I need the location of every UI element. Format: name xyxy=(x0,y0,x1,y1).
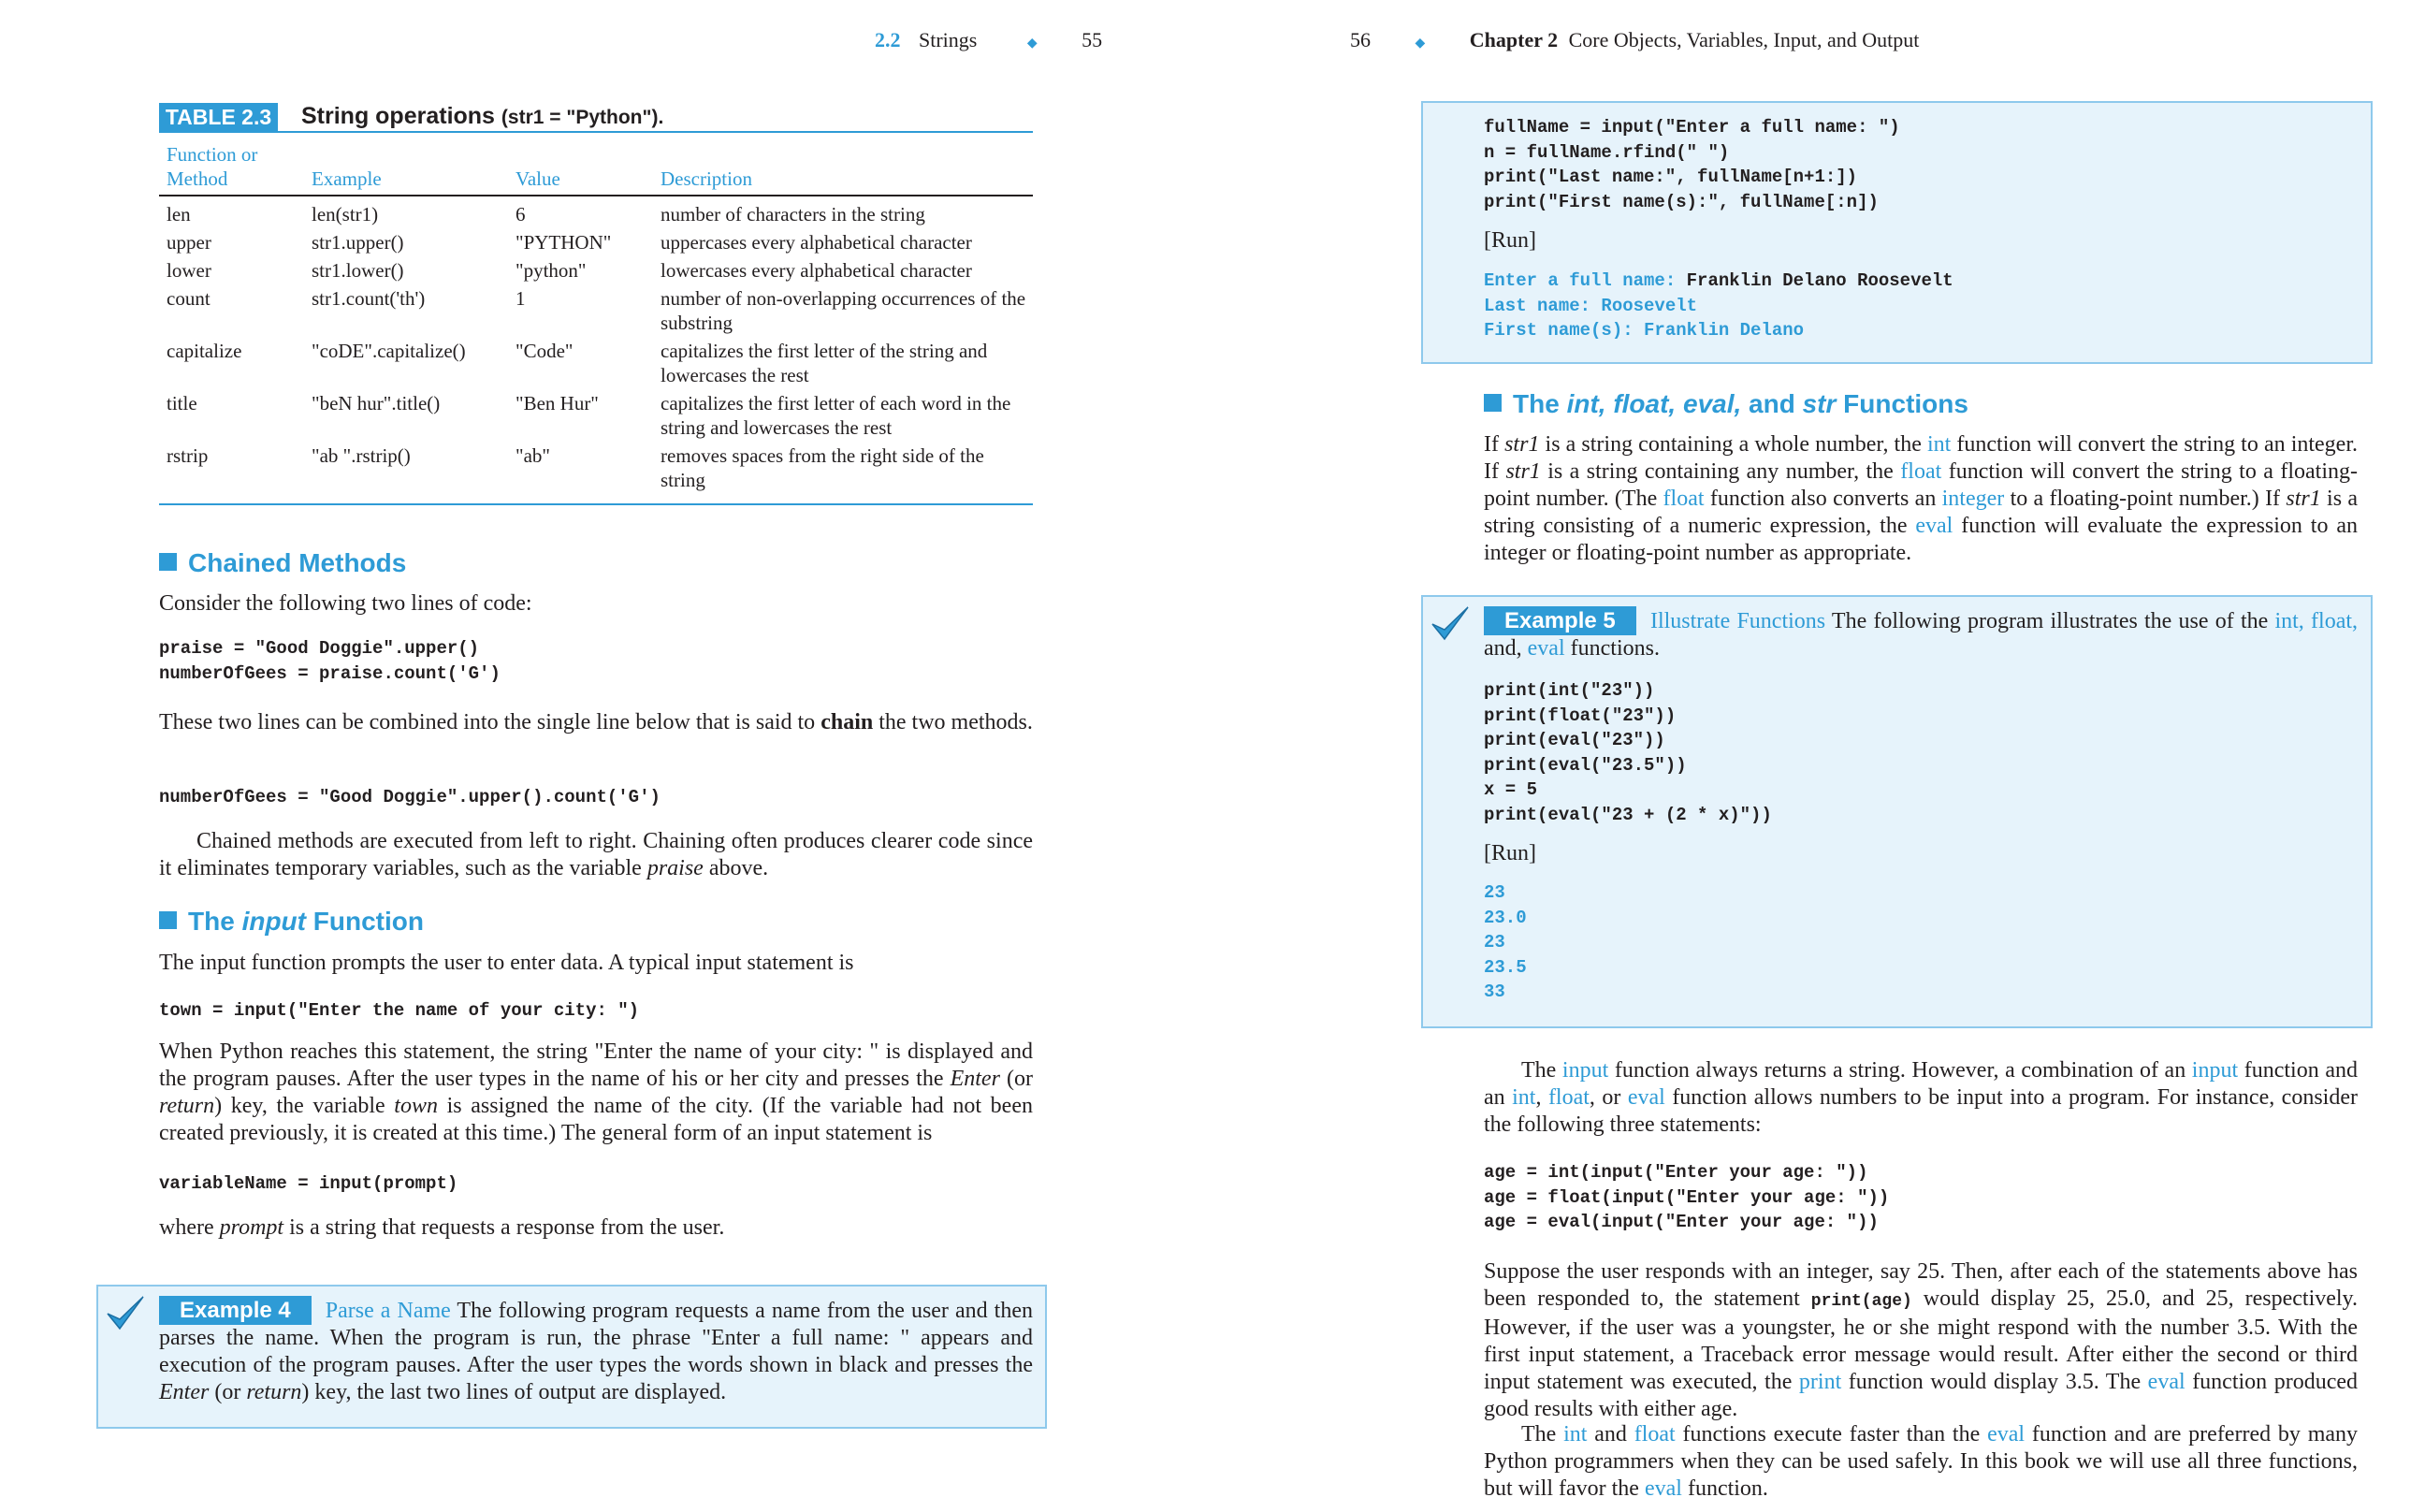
text: function would display 3.5. The xyxy=(1841,1369,2148,1394)
keyword: print xyxy=(1798,1369,1842,1394)
chained-code-2: numberOfGees = "Good Doggie".upper().count('G') xyxy=(159,787,661,807)
italic-term: prompt xyxy=(219,1215,284,1240)
text: function and are preferred by many Python programmers when they can be used safely. In this book we will use all three functions, but will favor the xyxy=(1484,1422,2359,1501)
page-number: 56 xyxy=(1350,28,1371,51)
table-row xyxy=(159,443,1033,496)
chained-methods-heading xyxy=(159,548,406,578)
example-4-code: fullName = input("Enter a full name: ") n = fullName.rfind(" ") print("Last name:", fullName[n+1:]) print("First name(s):", fullName[:n]) xyxy=(1484,117,1900,212)
col-function-line2: Method xyxy=(167,167,228,190)
keyword: eval xyxy=(1987,1422,2026,1447)
checkmark-icon xyxy=(105,1293,146,1339)
left-page xyxy=(0,0,1212,1512)
cell-function: title xyxy=(167,392,197,414)
text: Suppose the user responds with an integer, say 25. Then, after each of the statements above has been responded to, the statement xyxy=(1484,1259,2358,1311)
italic-term: str1 xyxy=(1505,459,1541,484)
keyword: input xyxy=(2191,1058,2239,1083)
example-5-title: Illustrate Functions xyxy=(1649,609,1826,633)
table-row xyxy=(159,230,1033,258)
input-code-2: variableName = input(prompt) xyxy=(159,1173,458,1194)
cell-function: lower xyxy=(167,259,211,282)
keyword: int xyxy=(1563,1422,1588,1447)
italic-term: str1 xyxy=(2286,487,2321,511)
example-5-code: print(int("23")) print(float("23")) print(eval("23")) print(eval("23.5")) x = 5 print(eval("23 + (2 * x)")) xyxy=(1484,680,1772,825)
right-page xyxy=(1212,0,2425,1512)
age-code: age = int(input("Enter your age: ")) age = float(input("Enter your age: ")) age = eval(input("Enter your age: ")) xyxy=(1484,1162,1890,1232)
functions-para xyxy=(1484,431,2358,567)
keyword: float xyxy=(1634,1422,1676,1447)
page-number: 55 xyxy=(1082,28,1103,51)
text: function produced good results with either age. xyxy=(1484,1369,2359,1421)
input-para-3 xyxy=(159,1214,724,1242)
text: is a string consisting of a numeric expression, the xyxy=(1484,487,2358,538)
text: function and an xyxy=(1484,1058,2358,1110)
cell-example: "ab ".rstrip() xyxy=(312,444,411,467)
text: is a string containing a whole number, the xyxy=(1539,432,1927,457)
functions-heading xyxy=(1484,389,1968,419)
table-title xyxy=(301,103,663,130)
chained-para-1 xyxy=(159,709,1033,736)
user-input-text: Franklin Delano Roosevelt xyxy=(1686,270,1953,291)
cell-description: capitalizes the first letter of the string and lowercases the rest xyxy=(661,340,988,386)
italic-term: return xyxy=(159,1094,215,1118)
text: and xyxy=(1587,1422,1634,1447)
input-para-1: The input function prompts the user to enter data. A typical input statement is xyxy=(159,951,854,975)
cell-value: "python" xyxy=(515,259,587,282)
table-row xyxy=(159,286,1033,339)
diamond-icon: ◆ xyxy=(1415,36,1426,51)
text: ) key, the last two lines of output are displayed. xyxy=(301,1380,727,1404)
chapter-label: Chapter 2 xyxy=(1469,28,1559,51)
cell-function: rstrip xyxy=(167,444,209,467)
square-bullet-icon xyxy=(1484,394,1502,412)
italic-term: town xyxy=(394,1094,438,1118)
text: where xyxy=(159,1215,220,1240)
text: If xyxy=(1484,432,1505,457)
example-5-label: Example 5 xyxy=(1484,606,1636,635)
italic-term: input xyxy=(241,907,306,936)
run-label: [Run] xyxy=(1484,841,1536,865)
table-header-row xyxy=(159,142,1033,196)
keyword: float, xyxy=(2311,609,2359,633)
text: The xyxy=(1521,1422,1564,1447)
cell-example: "beN hur".title() xyxy=(312,392,441,414)
keyword: eval xyxy=(1627,1085,1665,1110)
cell-description: uppercases every alphabetical character xyxy=(661,231,972,254)
italic-term: return xyxy=(246,1380,302,1404)
cell-value: 1 xyxy=(515,287,526,310)
italic-term: str1 xyxy=(1504,432,1540,457)
text: to a floating-point number.) If xyxy=(2004,487,2287,511)
text: ) key, the variable xyxy=(214,1094,395,1118)
col-function xyxy=(159,142,304,196)
cell-description: number of non-overlapping occurrences of the substring xyxy=(661,287,1026,334)
section-title: Strings xyxy=(919,28,978,51)
diamond-icon: ◆ xyxy=(1026,36,1038,51)
table-bottom-rule xyxy=(159,503,1033,505)
cell-description: capitalizes the first letter of each word in the string and lowercases the rest xyxy=(661,392,1011,439)
text: function allows numbers to be input into a program. For instance, consider the following three statements: xyxy=(1484,1085,2358,1137)
text: function will evaluate the expression to an integer or floating-point number as appropriate. xyxy=(1484,514,2359,565)
output-line: First name(s): Franklin Delano xyxy=(1484,320,1805,341)
example-4-text xyxy=(159,1296,1033,1406)
keyword: float xyxy=(1900,459,1942,484)
cell-function: upper xyxy=(167,231,211,254)
keyword: eval xyxy=(1915,514,1953,538)
text: (or xyxy=(209,1380,247,1404)
cell-description: lowercases every alphabetical character xyxy=(661,259,972,282)
text: function also converts an xyxy=(1704,487,1942,511)
italic-term: Enter xyxy=(950,1067,1000,1091)
run-label: [Run] xyxy=(1484,228,1536,253)
keyword: eval xyxy=(2147,1369,2185,1394)
table-row xyxy=(159,202,1033,230)
keyword: float xyxy=(1547,1085,1590,1110)
italic-term: str xyxy=(1802,389,1837,418)
text: function will convert the string to a floating-point number. (The xyxy=(1484,459,2359,511)
output-prompt: Enter a full name: xyxy=(1484,270,1687,291)
cell-description: number of characters in the string xyxy=(661,203,925,225)
faster-para xyxy=(1484,1421,2358,1503)
chained-para-2 xyxy=(159,828,1033,882)
chained-code-1: praise = "Good Doggie".upper() numberOfGees = praise.count('G') xyxy=(159,638,501,684)
keyword: int xyxy=(1512,1085,1536,1110)
text: and xyxy=(1741,389,1803,418)
table-top-rule xyxy=(159,131,1033,133)
running-header-right xyxy=(1350,28,1919,52)
col-example: Example xyxy=(312,167,382,190)
keyword: eval xyxy=(1644,1476,1682,1501)
keyword: integer xyxy=(1941,487,2005,511)
table-row xyxy=(159,339,1033,391)
input-code-1: town = input("Enter the name of your city: ") xyxy=(159,1000,640,1021)
cell-example: len(str1) xyxy=(312,203,379,225)
text: The xyxy=(1521,1058,1562,1083)
example-4-output xyxy=(1484,269,1953,343)
table-label: TABLE 2.3 xyxy=(159,103,278,131)
cell-description: removes spaces from the right side of the string xyxy=(661,444,984,491)
checkmark-icon xyxy=(1430,603,1471,649)
text: , xyxy=(1535,1085,1548,1110)
text: is a string containing any number, the xyxy=(1540,459,1901,484)
text: functions. xyxy=(1564,636,1660,661)
chained-heading-text: Chained Methods xyxy=(188,548,407,577)
cell-function: len xyxy=(167,203,191,225)
text: is assigned the name of the city. (If the variable had not been created previously, it is created at this time.) The general form of an input statement is xyxy=(159,1094,1033,1145)
bold-term: chain xyxy=(820,710,874,734)
string-operations-table xyxy=(159,142,1033,496)
text: The following program illustrates the use of the xyxy=(1831,609,2275,633)
col-function-line1: Function or xyxy=(167,143,258,166)
cell-value: "PYTHON" xyxy=(515,231,612,254)
text: would display 25, 25.0, and 25, respectively. However, if the user was a youngster, he or she might respond with the number 3.5. With the first input statement, a Traceback error message would result. After either the second or third input statement was executed, the xyxy=(1484,1287,2358,1394)
text: , or xyxy=(1589,1085,1628,1110)
example-5-text xyxy=(1484,606,2358,662)
cell-value: "ab" xyxy=(515,444,550,467)
text: Functions xyxy=(1836,389,1968,418)
cell-example: "coDE".capitalize() xyxy=(312,340,466,362)
table-title-suffix: (str1 = "Python"). xyxy=(501,107,664,128)
text: function will convert the string to an integer. If xyxy=(1484,432,2359,484)
section-number: 2.2 xyxy=(875,28,901,51)
running-header-left xyxy=(875,28,1102,52)
text: Chained methods are executed from left to right. Chaining often produces clearer code since it eliminates temporary variables, such as the variable xyxy=(159,829,1033,880)
text: (or xyxy=(999,1067,1034,1091)
text: The following program requests a name from the user and then parses the name. When the program is run, the phrase "Enter a full name: " appears and execution of the program pauses. After the user types the words shown in black and presses the xyxy=(159,1299,1033,1377)
text: When Python reaches this statement, the string "Enter the name of your city: " is displayed and the program pauses. After the user types in the name of his or her city and presses the xyxy=(159,1040,1033,1091)
keyword: int, xyxy=(2274,609,2304,633)
col-value: Value xyxy=(515,167,560,190)
cell-function: capitalize xyxy=(167,340,242,362)
italic-term: int, float, eval, xyxy=(1566,389,1742,418)
keyword: float xyxy=(1663,487,1705,511)
text: functions execute faster than the xyxy=(1675,1422,1988,1447)
text: The xyxy=(188,907,242,936)
input-para-2 xyxy=(159,1039,1033,1147)
table-row xyxy=(159,391,1033,443)
inline-code: print(age) xyxy=(1810,1292,1912,1311)
output-line: Last name: Roosevelt xyxy=(1484,295,1698,316)
table-row xyxy=(159,258,1033,286)
cell-example: str1.upper() xyxy=(312,231,404,254)
input-function-heading xyxy=(159,907,424,937)
table-title-text: String operations xyxy=(301,103,495,129)
col-description: Description xyxy=(661,167,752,190)
keyword: eval xyxy=(1527,636,1565,661)
text: and, xyxy=(1484,636,1528,661)
text: above. xyxy=(703,856,769,880)
cell-example: str1.lower() xyxy=(312,259,404,282)
text: function always returns a string. However, a combination of an xyxy=(1608,1058,2192,1083)
text: These two lines can be combined into the single line below that is said to xyxy=(159,710,821,734)
keyword: int xyxy=(1926,432,1952,457)
example-4-title: Parse a Name xyxy=(325,1299,451,1323)
text: The xyxy=(1513,389,1567,418)
cell-value: 6 xyxy=(515,203,526,225)
text: is a string that requests a response from the user. xyxy=(283,1215,725,1240)
cell-value: "Ben Hur" xyxy=(515,392,599,414)
text: function. xyxy=(1681,1476,1768,1501)
example-5-output: 23 23.0 23 23.5 33 xyxy=(1484,882,1527,1002)
cell-example: str1.count('th') xyxy=(312,287,426,310)
square-bullet-icon xyxy=(159,911,177,929)
input-combination-para xyxy=(1484,1057,2358,1139)
text: Function xyxy=(305,907,424,936)
italic-term: praise xyxy=(646,856,704,880)
keyword: input xyxy=(1561,1058,1609,1083)
chapter-title: Core Objects, Variables, Input, and Output xyxy=(1568,28,1920,51)
square-bullet-icon xyxy=(159,553,177,571)
cell-value: "Code" xyxy=(515,340,574,362)
text: the two methods. xyxy=(873,710,1033,734)
suppose-para xyxy=(1484,1258,2358,1423)
italic-term: Enter xyxy=(159,1380,210,1404)
chained-intro: Consider the following two lines of code: xyxy=(159,591,532,616)
example-4-label: Example 4 xyxy=(159,1296,312,1325)
cell-function: count xyxy=(167,287,211,310)
